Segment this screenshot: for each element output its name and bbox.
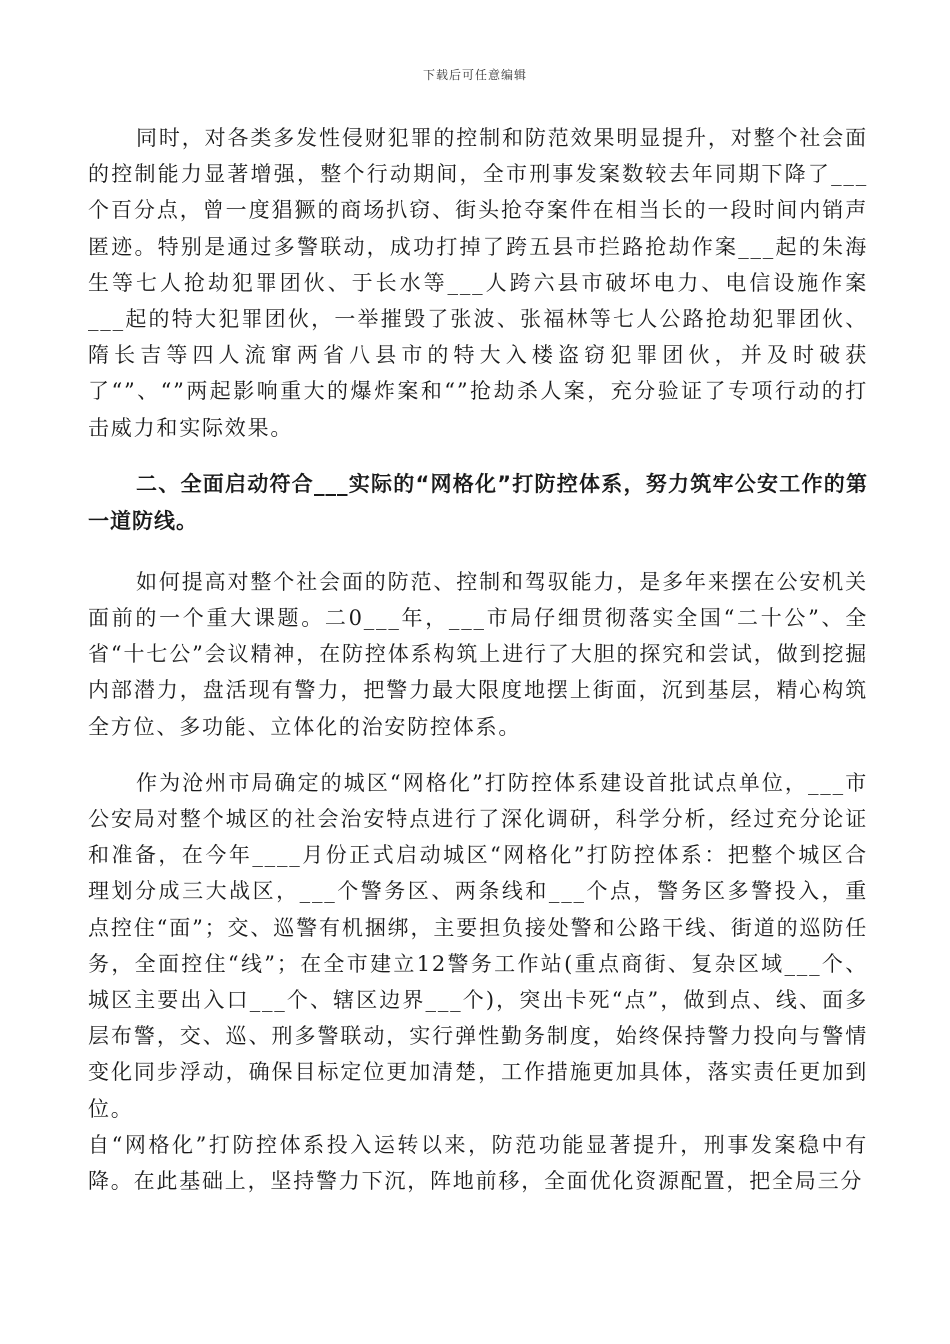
paragraph-crime-control-results: 同时，对各类多发性侵财犯罪的控制和防范效果明显提升，对整个社会面的控制能力显著增强，整个行动期间，全市刑事发案数较去年同期下降了___个百分点，曾一度猖獗的商场扒窃、街头抢夺案件在相当长的一段时间内销声匿迹。特别是通过多警联动，成功打掉了跨五县市拦路抢劫作案___起的朱海生等七人抢劫犯罪团伙、于长水等___人跨六县市破坏电力、电信设施作案___起的特大犯罪团伙，一举摧毁了张波、张福林等七人公路抢劫犯罪团伙、隋长吉等四人流窜两省八县市的特大入楼盗窃犯罪团伙，并及时破获了“”、“”两起影响重大的爆炸案和“”抢劫杀人案，充分验证了专项行动的打击威力和实际效果。 (88, 126, 868, 440)
paragraph-prevention-system: 如何提高对整个社会面的防范、控制和驾驭能力，是多年来摆在公安机关面前的一个重大课题。二0___年，___市局仔细贯彻落实全国“二十公”、全省“十七公”会议精神，在防控体系构筑上进行了大胆的探究和尝试，做到挖掘内部潜力，盘活现有警力，把警力最大限度地摆上街面，沉到基层，精心构筑全方位、多功能、立体化的治安防控体系。 (88, 569, 868, 739)
paragraph-grid-pilot: 作为沧州市局确定的城区“网格化”打防控体系建设首批试点单位，___市公安局对整个城区的社会治安特点进行了深化调研，科学分析，经过充分论证和准备，在今年____月份正式启动城区“网格化”打防控体系：把整个城区合理划分成三大战区，___个警务区、两条线和___个点，警务区多警投入，重点控住“面”；交、巡警有机捆绑，主要担负接处警和公路干线、街道的巡防任务，全面控住“线”；在全市建立12警务工作站(重点商街、复杂区域___个、城区主要出入口___个、辖区边界___个)，突出卡死“点”，做到点、线、面多层布警，交、巡、刑多警联动，实行弹性勤务制度，始终保持警力投向与警情变化同步浮动，确保目标定位更加清楚，工作措施更加具体，落实责任更加到位。 (88, 770, 868, 1121)
paragraph-grid-results: 自“网格化”打防控体系投入运转以来，防范功能显著提升，刑事发案稳中有降。在此基础上，坚持警力下沉，阵地前移，全面优化资源配置，把全局三分 (88, 1132, 868, 1194)
page-header: 下载后可任意编辑 (422, 68, 527, 82)
section-heading-2: 二、全面启动符合___实际的“网格化”打防控体系，努力筑牢公安工作的第一道防线。 (88, 471, 868, 533)
document-body (88, 120, 868, 1219)
